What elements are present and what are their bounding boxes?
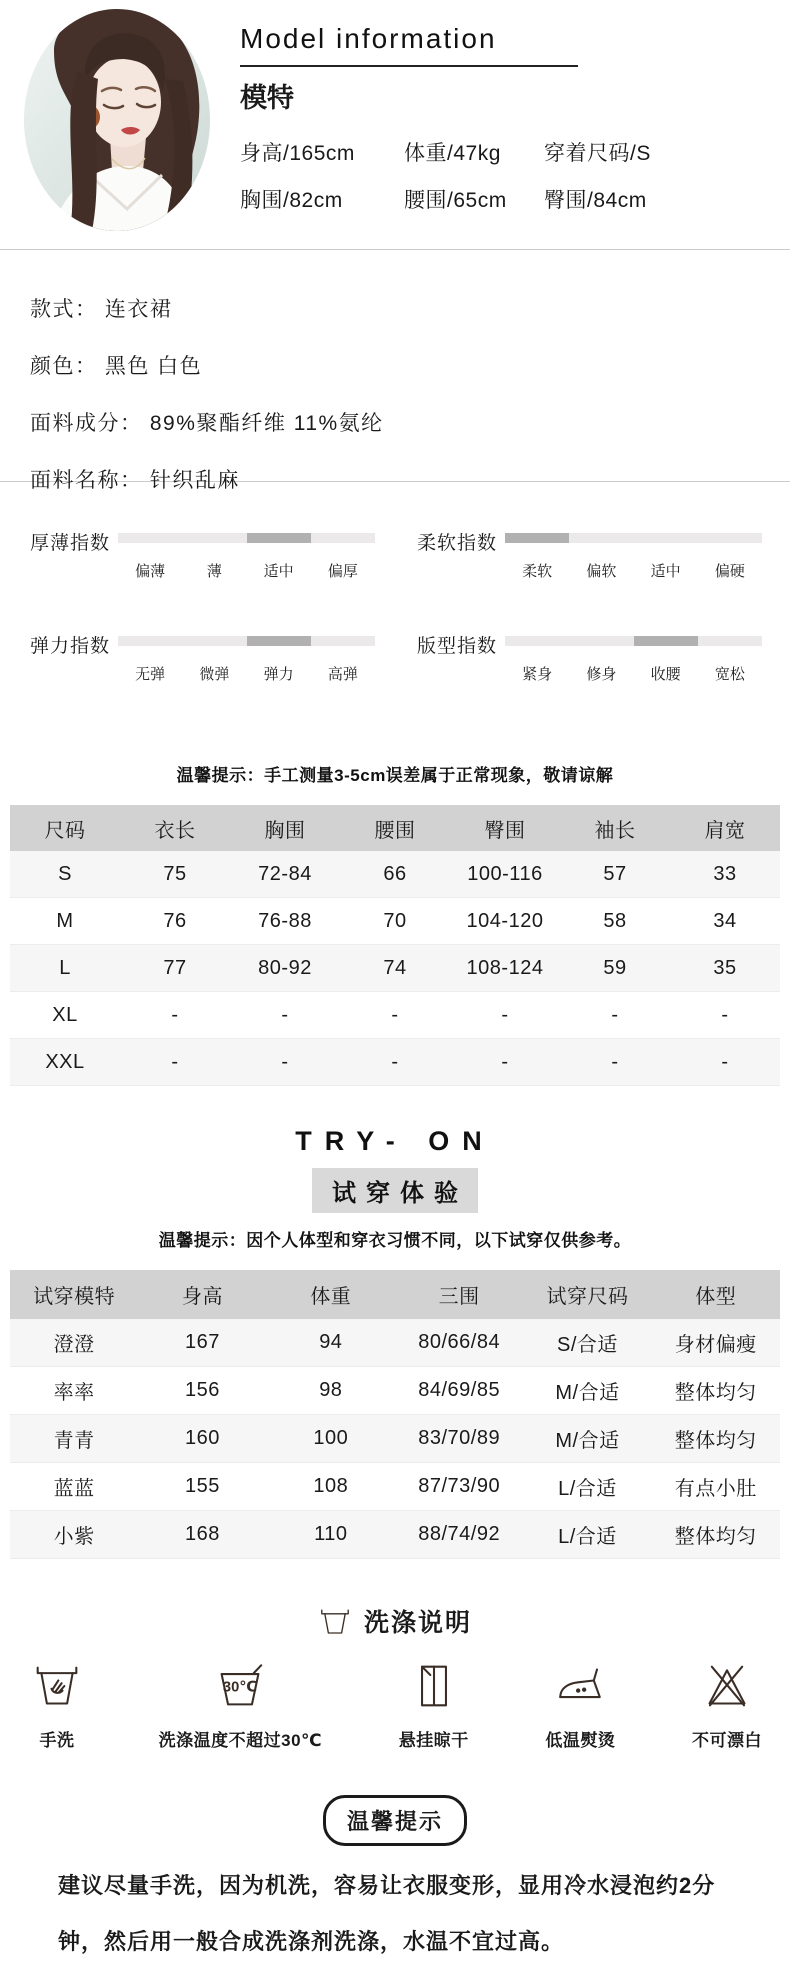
index-thickness <box>30 528 375 581</box>
stat-bust: 胸围/82cm <box>240 189 343 212</box>
col-bust: 胸围 <box>264 819 306 842</box>
tryon-table <box>10 1270 780 1559</box>
product-fabric-name: 面料名称： 针织乱麻 <box>30 469 240 492</box>
size-row-m: M 76 76-88 70 104-120 58 34 <box>10 898 780 945</box>
svg-text:30℃: 30℃ <box>223 1679 258 1696</box>
col-size: 尺码 <box>44 819 86 842</box>
col-model: 试穿模特 <box>33 1286 116 1308</box>
index-elasticity <box>30 631 375 684</box>
index-labels: 无弹 微弹 弹力 高弹 <box>135 666 358 683</box>
iron-low-icon <box>554 1663 606 1709</box>
index-bar <box>505 636 762 646</box>
tryon-table-header <box>10 1270 780 1319</box>
washing-title <box>0 1603 790 1639</box>
stat-height: 身高/165cm <box>240 142 355 165</box>
col-height: 身高 <box>181 1286 223 1308</box>
wash-item-label: 洗涤温度不超过30℃ <box>158 1731 323 1750</box>
model-stats <box>240 137 651 214</box>
stat-hip: 臀围/84cm <box>544 189 647 212</box>
model-section <box>0 0 790 249</box>
no-bleach-icon <box>703 1663 751 1709</box>
index-softness <box>417 528 762 581</box>
index-bar <box>505 533 762 543</box>
tryon-row: 蓝蓝 155 108 87/73/90 L/合适 有点小肚 <box>10 1463 780 1511</box>
stat-weight: 体重/47kg <box>404 142 501 165</box>
hang-dry-icon <box>411 1663 457 1709</box>
tryon-row: 澄澄 167 94 80/66/84 S/合适 身材偏瘦 <box>10 1319 780 1367</box>
index-labels: 偏薄 薄 适中 偏厚 <box>135 563 358 580</box>
col-shoulder: 肩宽 <box>704 819 746 842</box>
warm-tip-badge: 温馨提示 <box>323 1795 467 1846</box>
model-info <box>240 9 651 249</box>
index-bar <box>118 533 375 543</box>
size-row-xl: XL - - - - - - <box>10 992 780 1039</box>
wash-item-temp-30 <box>159 1663 323 1751</box>
col-measurements: 三围 <box>438 1286 480 1308</box>
fabric-index-section <box>0 482 790 727</box>
size-row-l: L 77 80-92 74 108-124 59 35 <box>10 945 780 992</box>
product-fabric: 面料成分： 89%聚酯纤维 11%氨纶 <box>30 412 384 435</box>
index-labels: 柔软 偏软 适中 偏硬 <box>522 563 745 580</box>
index-name: 柔软指数 <box>417 533 498 554</box>
product-color: 颜色： 黑色 白色 <box>30 355 203 378</box>
index-name: 厚薄指数 <box>30 533 111 554</box>
wash-item-label: 悬挂晾干 <box>398 1731 469 1750</box>
tryon-row: 率率 156 98 84/69/85 M/合适 整体均匀 <box>10 1367 780 1415</box>
col-length: 衣长 <box>154 819 196 842</box>
col-body-type: 体型 <box>695 1286 737 1308</box>
wash-item-label: 低温熨烫 <box>545 1731 616 1750</box>
index-fit <box>417 631 762 684</box>
tryon-title-cn: 试穿体验 <box>312 1168 478 1213</box>
wash-basin-icon <box>318 1606 352 1636</box>
wash-item-hang-dry <box>399 1663 469 1751</box>
stat-size: 穿着尺码/S <box>544 142 651 165</box>
col-waist: 腰围 <box>374 819 416 842</box>
wash-item-label: 不可漂白 <box>692 1731 762 1750</box>
index-labels: 紧身 修身 收腰 宽松 <box>522 666 745 683</box>
product-info <box>0 250 790 492</box>
tryon-row: 小紫 168 110 88/74/92 L/合适 整体均匀 <box>10 1511 780 1559</box>
index-name: 弹力指数 <box>30 636 111 657</box>
size-row-xxl: XXL - - - - - - <box>10 1039 780 1086</box>
size-table-tip: 温馨提示：手工测量3-5cm误差属于正常现象，敬请谅解 <box>176 766 614 785</box>
wash-item-no-bleach <box>692 1663 762 1751</box>
tryon-row: 青青 160 100 83/70/89 M/合适 整体均匀 <box>10 1415 780 1463</box>
wash-item-hand-wash <box>32 1663 82 1751</box>
col-hip: 臀围 <box>484 819 526 842</box>
model-portrait-illustration <box>24 9 210 231</box>
model-title-en: Model information <box>240 23 578 67</box>
size-row-s: S 75 72-84 66 100-116 57 33 <box>10 851 780 898</box>
index-name: 版型指数 <box>417 636 498 657</box>
hand-wash-icon <box>32 1663 82 1709</box>
tryon-title-en: TRY- ON <box>295 1126 495 1156</box>
tryon-heading <box>0 1126 790 1251</box>
size-table <box>10 805 780 1086</box>
tryon-tip: 温馨提示：因个人体型和穿衣习惯不同，以下试穿仅供参考。 <box>158 1231 632 1250</box>
model-photo <box>24 9 210 231</box>
product-style: 款式： 连衣裙 <box>30 298 173 321</box>
washing-icons-row <box>0 1663 790 1751</box>
wash-item-iron-low <box>545 1663 615 1751</box>
stat-waist: 腰围/65cm <box>404 189 507 212</box>
size-table-header <box>10 805 780 851</box>
col-sleeve: 袖长 <box>594 819 636 842</box>
care-advice-text: 建议尽量手洗，因为机洗，容易让衣服变形，显用冷水浸泡约2分钟，然后用一般合成洗涤剂洗涤，水温不宜过高。 <box>58 1873 716 1954</box>
wash-item-label: 手洗 <box>39 1731 75 1750</box>
model-title-cn: 模特 <box>240 83 294 113</box>
wash-30c-icon <box>214 1663 266 1709</box>
col-weight: 体重 <box>310 1286 352 1308</box>
index-bar <box>118 636 375 646</box>
col-tryon-size: 试穿尺码 <box>546 1286 629 1308</box>
washing-title-label: 洗涤说明 <box>363 1609 472 1637</box>
